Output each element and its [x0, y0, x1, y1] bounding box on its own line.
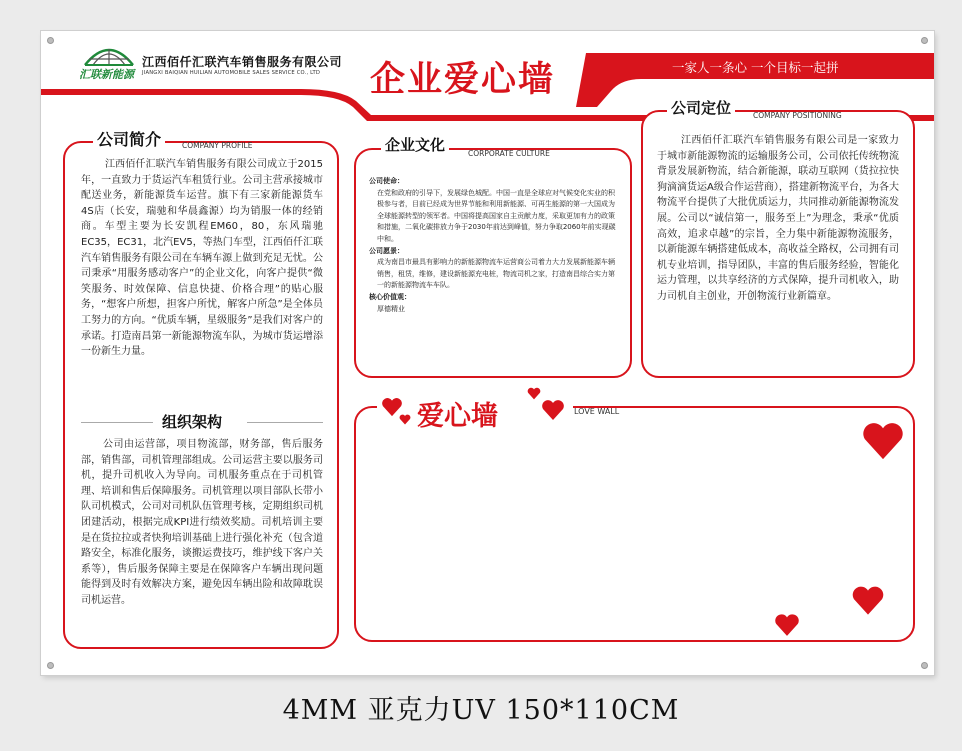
- logo-globe-icon: [81, 41, 137, 69]
- org-title-rule-right: [247, 422, 323, 423]
- heart-icon: [774, 613, 800, 637]
- mission-text: 在党和政府的引导下，发展绿色城配。中国一直是全球应对气候变化实业的积极参与者，目前已经成为世界节能和利用新能源、可再生能源的第一大国成为全球能源转型的领军者。中国将提高国家自主贡献力度，采取更加有力的政策和措施，二氧化碳排放力争于2030年前达到峰值，努力争取2060年前实现碳中和。: [377, 188, 616, 243]
- main-title: 企业爱心墙: [370, 60, 556, 100]
- value-label: 核心价值观：: [369, 292, 411, 301]
- company-name-cn: 江西佰仟汇联汽车销售服务有限公司: [142, 55, 343, 69]
- vision-text: 成为南昌市最具有影响力的新能源物流车运营商公司着力大力发展新能源车辆销售，租赁，维修，建设新能源充电桩，物流司机之家，打造南昌综合实力第一的新能源物流车车队。: [377, 258, 615, 290]
- culture-subtitle: CORPORATE CULTURE: [468, 149, 550, 158]
- spec-caption: 4MM 亚克力UV 150*110CM: [282, 695, 680, 726]
- culture-text: [369, 176, 617, 315]
- positioning-subtitle: COMPANY POSITIONING: [753, 111, 842, 120]
- positioning-title: 公司定位: [667, 97, 735, 118]
- profile-text: 江西佰仟汇联汽车销售服务有限公司成立于2015年，一直致力于货运汽车租赁行业。公司主营承接城市配送业务，新能源货车运营。旗下有三家新能源货车4S店（长安，瑞驰和华晨鑫源）均为销服一体的经销商。车型主要为长安凯程EM60，80，东风瑞驰EC35，EC31，北汽EV5，等热门车型，江西佰仟汇联汽车销售服务有限公司在车辆车源上做到充足无忧。公司秉承“用服务感动客户”的企业文化，向客户提供“微笑服务、时效保障、信息快捷、价格合理”的贴心服务，“想客户所想，担客户所忧，解客户所急”是全体员工努力的方向。“优质车辆，星级服务”是我们对客户的承诺。打造南昌第一新能源物流车队，为城市货运增添一份新生力量。: [81, 159, 323, 358]
- profile-subtitle: COMPANY PROFILE: [182, 141, 253, 150]
- heart-icon: [527, 387, 541, 400]
- culture-title: 企业文化: [381, 134, 449, 155]
- screw-bottom-right: [921, 662, 928, 669]
- lovewall-title: 爱心墙: [417, 401, 498, 432]
- slogan: 一家人一条心 一个目标一起拼: [672, 60, 839, 75]
- screw-bottom-left: [47, 662, 54, 669]
- logo-text: 汇联新能源: [79, 68, 134, 81]
- display-board: [41, 31, 934, 675]
- heart-icon: [399, 414, 411, 425]
- org-title-rule-left: [81, 422, 153, 423]
- vision-label: 公司愿景：: [369, 246, 404, 255]
- profile-title: 公司简介: [93, 127, 165, 150]
- company-name-en: JIANGXI BAIQIAN HUILIAN AUTOMOBILE SALES SERVICE CO., LTD: [142, 70, 321, 76]
- mission-label: 公司使命：: [369, 177, 404, 185]
- heart-icon: [541, 399, 565, 421]
- lovewall-panel: [354, 406, 915, 642]
- org-text: 公司由运营部，项目物流部，财务部，售后服务部，销售部，司机管理部组成。公司运营主要以服务司机，提升司机收入为导向。司机服务重点在于司机管理、培训和售后保障服务。司机管理以项目部队长带小队司机模式，公司对司机队伍管理考核，定期组织司机团建活动，根据完成KPI进行绩效奖励。司机培训主要是在货拉拉或者快狗培训基础上进行强化补充（包含道路安全，标准化服务，谈搬运费技巧，维护线下客户关系等），售后服务保障主要是在保障客户车辆出现问题能得到及时有效解决方案，避免因车辆出险和故障耽误司机运营。: [81, 439, 323, 606]
- value-text: 厚德精业: [377, 304, 405, 313]
- heart-icon: [851, 585, 885, 616]
- lovewall-subtitle: LOVE WALL: [574, 407, 620, 416]
- positioning-text: 江西佰仟汇联汽车销售服务有限公司是一家致力于城市新能源物流的运输服务公司，公司依托传统物流背景发展新物流，结合新能源，联动互联网（货拉拉快狗滴滴货运A级合作运营商），搭建新物流平台，为各大物流平台提供了大批优质运力，共同推动新能源物流发展。公司以“诚信第一，服务至上”为理念，秉承“优质高效，追求卓越”的宗旨，全力集中新能源物流服务，以新能源车辆搭建低成本，高收益全路权，公司拥有司机专业培训，指导团队，丰富的售后服务经验，智能化运力管理，以共享经济的方式保障，提升司机收入，助力司机自主创业，开创物流行业新篇章。: [657, 135, 899, 302]
- org-title: 组织架构: [158, 411, 226, 432]
- heart-icon: [861, 421, 905, 461]
